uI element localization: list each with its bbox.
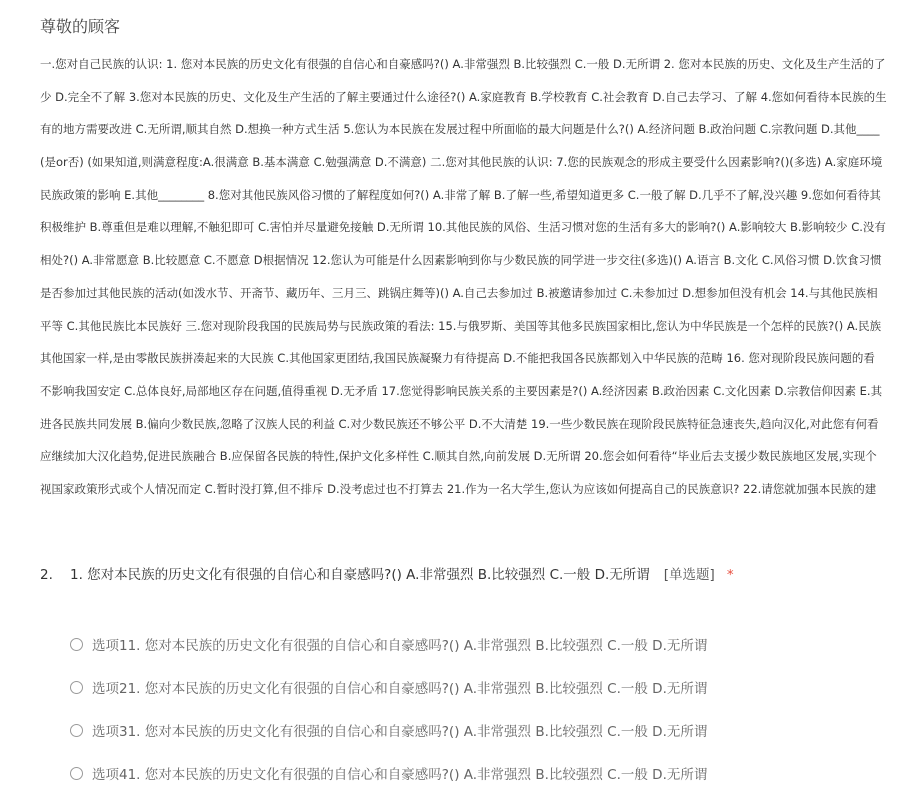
survey-greeting: 尊敬的顾客 (40, 17, 121, 36)
radio-option-3[interactable] (70, 719, 707, 741)
radio-option-1[interactable] (70, 633, 707, 655)
intro-line: 相处?() A.非常愿意 B.比较愿意 C.不愿意 D根据情况 12.您认为可能是什么因素影响到你与少数民族的同学进一步交往(多选)() A.语言 B.文化 C.风俗习惯 D.饮食习惯 (40, 253, 882, 268)
intro-line: 有的地方需要改进 C.无所谓,顺其自然 D.想换一种方式生活 5.您认为本民族在发展过程中所面临的最大问题是什么?() A.经济问题 B.政治问题 C.宗教问题 D.其他____ (40, 122, 880, 137)
question-number: 2. (40, 567, 53, 583)
intro-line: 平等 C.其他民族比本民族好 三.您对现阶段我国的民族局势与民族政策的看法: 15.与俄罗斯、美国等其他多民族国家相比,您认为中华民族是一个怎样的民族?() A.民族 (40, 318, 882, 333)
intro-line: 视国家政策形式或个人情况而定 C.暂时没打算,但不排斥 D.没考虑过也不打算去 21.作为一名大学生,您认为应该如何提高自己的民族意识? 22.请您就加强本民族的建 (40, 481, 877, 496)
option-label[interactable]: 选项41. 您对本民族的历史文化有很强的自信心和自豪感吗?() A.非常强烈 B.比较强烈 C.一般 D.无所谓 (92, 767, 708, 783)
intro-line: 不影响我国安定 C.总体良好,局部地区存在问题,值得重视 D.无矛盾 17.您觉得影响民族关系的主要因素是?() A.经济因素 B.政治因素 C.文化因素 D.宗教信仰因素 E.其 (40, 383, 883, 398)
radio-button[interactable] (70, 724, 83, 737)
intro-line: 积极维护 B.尊重但是难以理解,不触犯即可 C.害怕并尽量避免接触 D.无所谓 10.其他民族的风俗、生活习惯对您的生活有多大的影响?() A.影响较大 B.影响较少 C.没有 (40, 220, 886, 235)
option-label[interactable]: 选项11. 您对本民族的历史文化有很强的自信心和自豪感吗?() A.非常强烈 B.比较强烈 C.一般 D.无所谓 (92, 638, 708, 654)
question-text: 1. 您对本民族的历史文化有很强的自信心和自豪感吗?() A.非常强烈 B.比较强烈 C.一般 D.无所谓 (70, 567, 650, 583)
option-label[interactable]: 选项21. 您对本民族的历史文化有很强的自信心和自豪感吗?() A.非常强烈 B.比较强烈 C.一般 D.无所谓 (92, 681, 708, 697)
intro-line: 其他国家一样,是由零散民族拼凑起来的大民族 C.其他国家更团结,我国民族凝聚力有待提高 D.不能把我国各民族都划入中华民族的范畴 16. 您对现阶段民族问题的看 (40, 351, 875, 366)
intro-line: (是or否) (如果知道,则满意程度:A.很满意 B.基本满意 C.勉强满意 D.不满意) 二.您对其他民族的认识: 7.您的民族观念的形成主要受什么因素影响?()(多选) A.家庭环境 (40, 155, 883, 170)
radio-button[interactable] (70, 767, 83, 780)
radio-button[interactable] (70, 638, 83, 651)
survey-intro-text (40, 48, 900, 506)
intro-line: 民族政策的影响 E.其他________ 8.您对其他民族风俗习惯的了解程度如何?() A.非常了解 B.了解一些,希望知道更多 C.一般了解 D.几乎不了解,没兴趣 9.您如何看待其 (40, 187, 881, 202)
radio-button[interactable] (70, 681, 83, 694)
intro-line: 一.您对自己民族的认识: 1. 您对本民族的历史文化有很强的自信心和自豪感吗?() A.非常强烈 B.比较强烈 C.一般 D.无所谓 2. 您对本民族的历史、文化及生产生活的了 (40, 57, 886, 71)
intro-line: 少 D.完全不了解 3.您对本民族的历史、文化及生产生活的了解主要通过什么途径?() A.家庭教育 B.学校教育 C.社会教育 D.自己去学习、了解 4.您如何看待本民族的生 (40, 89, 887, 104)
option-label[interactable]: 选项31. 您对本民族的历史文化有很强的自信心和自豪感吗?() A.非常强烈 B.比较强烈 C.一般 D.无所谓 (92, 724, 708, 740)
radio-option-2[interactable] (70, 676, 707, 698)
question-type-label: [单选题] (663, 567, 715, 583)
intro-line: 进各民族共同发展 B.偏向少数民族,忽略了汉族人民的利益 C.对少数民族还不够公平 D.不大清楚 19.一些少数民族在现阶段民族特征急速丧失,趋向汉化,对此您有何看 (40, 416, 879, 431)
intro-line: 是否参加过其他民族的活动(如泼水节、开斋节、藏历年、三月三、跳锅庄舞等)() A.自己去参加过 B.被邀请参加过 C.未参加过 D.想参加但没有机会 14.与其他民族相 (40, 285, 878, 300)
question-title (40, 563, 734, 583)
radio-option-4[interactable] (70, 762, 707, 784)
required-marker: * (726, 567, 734, 583)
intro-line: 应继续加大汉化趋势,促进民族融合 B.应保留各民族的特性,保护文化多样性 C.顺其自然,向前发展 D.无所谓 20.您会如何看待“毕业后去支援少数民族地区发展,实现个 (40, 449, 877, 464)
